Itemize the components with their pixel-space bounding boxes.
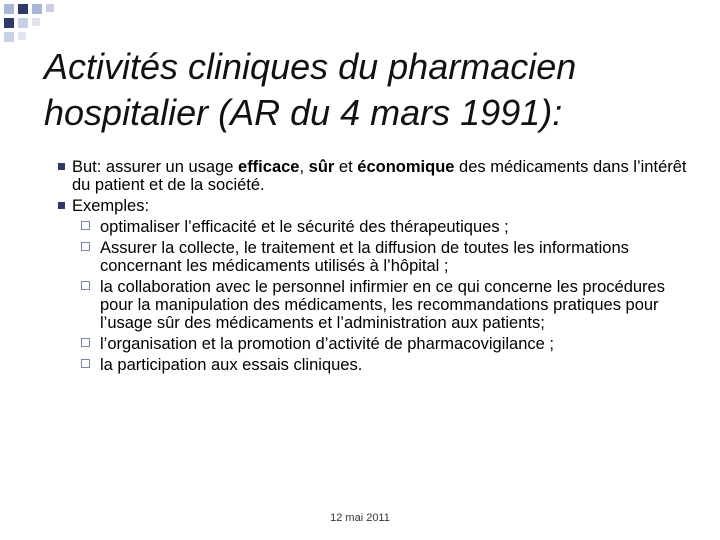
emphasis-economique: économique	[357, 158, 455, 176]
hollow-square-bullet-icon	[81, 359, 90, 368]
bullet-goal	[48, 158, 688, 194]
slide-content	[48, 158, 688, 377]
list-item	[48, 278, 688, 332]
emphasis-sur: sûr	[308, 158, 335, 176]
bullet-examples	[48, 197, 688, 215]
slide-date-footer: 12 mai 2011	[330, 512, 390, 524]
hollow-square-bullet-icon	[81, 242, 90, 251]
list-item-text: la collaboration avec le personnel infirmier en ce qui concerne les procédures pour la manipulation des médicaments, les recommandations pratiques pour l’usage sûr des médicaments et l’administration aux patients;	[100, 278, 665, 332]
list-item-text: Assurer la collecte, le traitement et la diffusion de toutes les informations concernant les médicaments utilisés à l’hôpital ;	[100, 239, 629, 275]
slide-title: Activités cliniques du pharmacien hospitalier (AR du 4 mars 1991):	[44, 46, 577, 133]
list-item	[48, 335, 688, 353]
square-bullet-icon	[58, 163, 65, 170]
list-item-text: l’organisation et la promotion d’activité de pharmacovigilance ;	[100, 335, 554, 353]
emphasis-efficace: efficace	[238, 158, 300, 176]
hollow-square-bullet-icon	[81, 338, 90, 347]
list-item	[48, 356, 688, 374]
list-item-text: optimaliser l’efficacité et le sécurité des thérapeutiques ;	[100, 218, 509, 236]
list-item	[48, 239, 688, 275]
list-item-text: la participation aux essais cliniques.	[100, 356, 363, 374]
examples-label: Exemples:	[72, 197, 150, 215]
list-item	[48, 218, 688, 236]
hollow-square-bullet-icon	[81, 221, 90, 230]
corner-decoration	[0, 0, 60, 50]
goal-text: But: assurer un usage efficace, sûr et économique des médicaments dans l’intérêt du patient et de la société.	[72, 158, 687, 194]
hollow-square-bullet-icon	[81, 281, 90, 290]
square-bullet-icon	[58, 202, 65, 209]
